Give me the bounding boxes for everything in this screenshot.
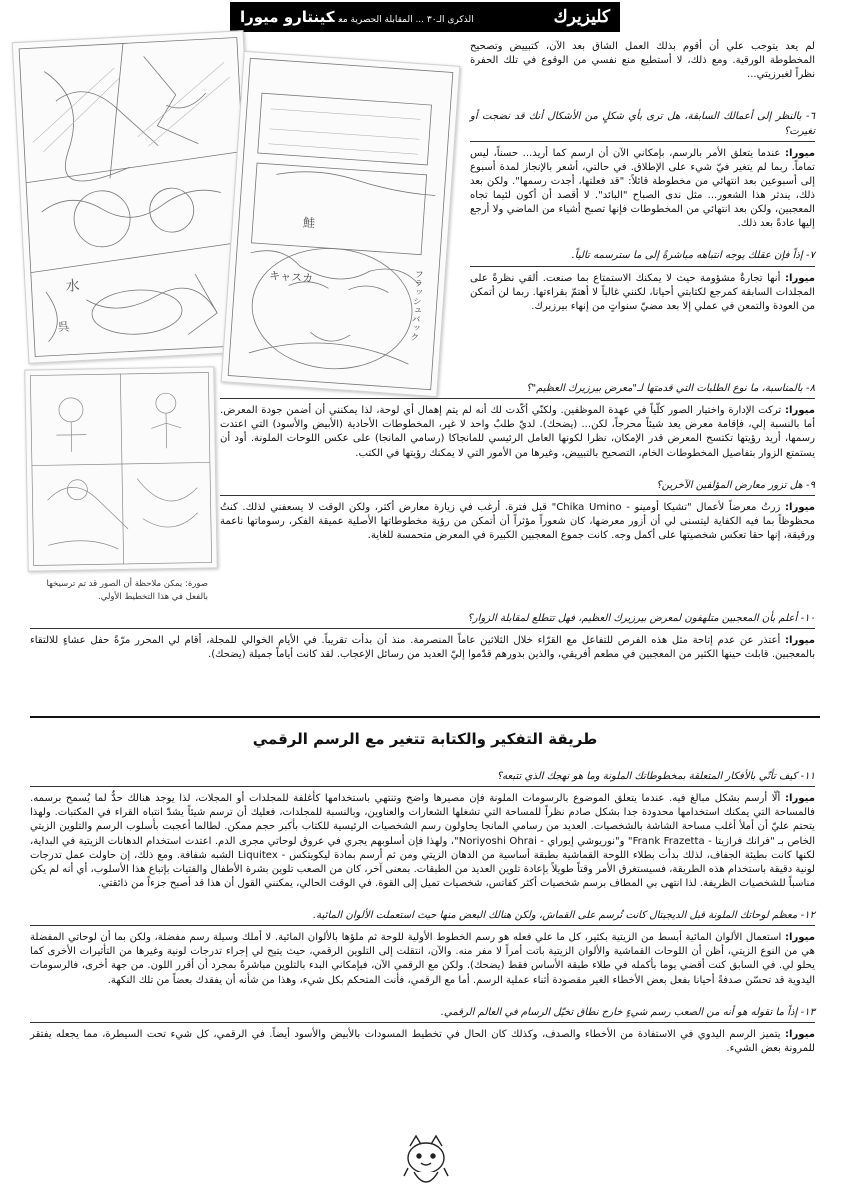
column-wide-top (220, 382, 815, 561)
answer-9: ميورا: زرتُ معرضاً لأعمال "تشيكا أومينو - Chika Umino" قبل فترة. أرغب في زيارة معارض أكثر، ولكن الوقت لا يسعفني لذلك. كنتُ محظوظاً بما فيه الكفاية ليتسنى لي أن أزور معرضها، كان شعوراً مؤثراً أن أتمكن من رؤية مخطوطاتها الأصلية عميقة الفكر، رسوماتها ناعمة ورقيقة، إنها حقا تعكس شخصيتها على أكمل وجه. كانت جموع المعجبين الكبيرة في المعرض متحمسة للغاية. (220, 501, 815, 541)
sketch-note-go: 呉 (57, 319, 71, 335)
sketch-note-mizu: 水 (65, 278, 81, 295)
qa-item-12 (30, 909, 815, 988)
section-title: طريقة التفكير والكتابة تتغير مع الرسم الرقمي (30, 716, 820, 748)
qa-item-8 (220, 382, 815, 461)
sketch-note-taiyo: 鮭 (302, 215, 316, 231)
sketch-note-vertical: フラッシュバック (408, 269, 424, 342)
qa-item-13 (30, 1006, 815, 1056)
qa-item-6 (470, 110, 815, 231)
column-full-bottom (30, 770, 815, 1074)
question-9: ٩- هل تزور معارض المؤلفين الآخرين؟ (220, 479, 815, 496)
qa-item-10 (30, 612, 815, 662)
answer-13: ميورا: يتميز الرسم اليدوي في الاستفادة من الأخطاء والصدف، وكذلك كان الحال في تخطيط المسودات بالأبيض والأسود أيضاً. في الرقمي، كل شيء تحت السيطرة، مما يجعله يفتقر للمرونة بعض الشيء. (30, 1028, 815, 1054)
storyboard-sketch-portrait (221, 51, 461, 397)
answer-10: ميورا: أعتذر عن عدم إتاحة مثل هذه الفرص للتفاعل مع القرّاء خلال الثلاثين عاماً المنصرمة. منذ أن بدأت تقريباً. في الأيام الخوالي للمجلة، أقام لي المحرر مرّةً حفل عشاءٍ للالتقاء بالمعجبين. قابلت حينها الكثير من المعجبين في مطعم أفريقي، والذين بدورهم قدّموا إليّ العديد من رسائل الإعجاب. لقد كانت أياماً جميلة (يضحك). (30, 635, 815, 661)
footer-mascot-icon (400, 1132, 452, 1192)
answer-12: ميورا: استعمال الألوان المائية أبسط من الزيتية بكثير، كل ما علي فعله هو رسم الخطوط الأولية للوحة ثم ملؤها بالألوان المائية. لا أملك وسيلة رسم مفضلة، ولكن بما أن لوحاتي المفضلة هي من النوع الزيتي، أظن أن اللوحات القماشية والألوان الزيتية باتت أمراً لا مفر منه. والآن، انتقلت إلى التلوين الرقمي، حيث يتيح لي إجراء تدرجات لونية وغيرها من التأثيرات الأخرى كما يحلو لي. في السابق كنت أقضي يوما بأكمله في طلاء طبقة الأساس فقط (يضحك). ولكن مع الرقمي الآن، فبإمكاني البدء بالتلوين مباشرةً بمجرد أن أقرر اللون. من جهة أخرى، فالرسومات اليدوية قد تحسّن صدفةً أحيانا بفعل بعض الأخطاء الغير مقصودة أثناء عملية الرسم. أما مع الرقمي، فأنت المتحكم بكل شيء، وهذا من شأنه أن يفقدك بعضاً من تلك النكهة. (30, 932, 815, 986)
question-12: ١٢- معظم لوحاتك الملونة قبل الديجيتال كانت تُرسم على القماش، ولكن هنالك البعض منها حيث استعملت الألوان المائية. (30, 909, 815, 926)
pencil-drawing-action (13, 31, 259, 363)
answer-6: ميورا: عندما يتعلق الأمر بالرسم، بإمكاني الآن أن ارسم كما أريد... حسناً، ليس تماماً. ربما لم يتغير فيّ شيء على الإطلاق. في حالتي، أشعر بالإنجاز لمدة أسبوع إلى أسبوعين بعد انتهائي من مخطوطة قائلاً: "قد فعلتها، أجدت رسمها". ولكن بعد ذلك، يندثر هذا الشعور... مثل ندى الصباح "البائد". لا أقصد أن أكون لئيما تجاه المعجبين، ولكن بعد انتهائي من المخطوطات فإنها تصبح أشياء من الماضي ولا أرجع إليها عادةً بعد ذلك. (470, 147, 816, 230)
question-13: ١٣- إذاً ما تقوله هو أنه من الصعب رسم شيءٍ خارج نطاق تخيّل الرسام في العالم الرقمي. (30, 1006, 815, 1023)
header-tagline: الذكرى الـ٣٠ ... المقابلة الحصرية معكينتارو ميورا (240, 8, 474, 26)
pencil-drawing-figures (25, 367, 216, 570)
intro-paragraph: لم يعد يتوجب علي أن أقوم بذلك العمل الشاق بعد الآن، كتبييض وتصحيح المخطوطة الورقية. ومع ذلك، لا أستطيع منع نفسي من الوقوع في تلك الحفرة نظراً لغبرزيتي... (470, 41, 815, 81)
question-7: ٧- إذاً فإن عقلك يوجه انتباهه مباشرةً إلى ما سترسمه تالياً. (470, 249, 815, 266)
sketch-note-kyasuka: キャスカ (268, 269, 314, 286)
question-10: ١٠- أعلم بأن المعجبين متلهفون لمعرض بيرزيرك العظيم، فهل تتطلع لمقابلة الزوار؟ (30, 612, 815, 629)
qa-item-7 (470, 249, 815, 314)
answer-8: ميورا: تركت الإدارة واختيار الصور كلّياً في عهدة الموظفين. ولكنّي أكّدت لك أنه لم يتم إهمال أي لوحة، لذا يمكنني أن أضمن جودة المعرض. أما بالنسبة إلي، فإقامة معرض يعد شيئاً محرجاً، لكن... (يضحك). لديّ طلبٌ واحد لا غير، المخطوطات الأحادية (الأبيض والأسود) التي اعتدت رسمها، أريد رؤيتها تكتسح المعرض قدر الإمكان، نظرا لكونها العامل الرئيسي للمانجاكا (رسامي المانجا) على عكس اللوحات الملونة. أود أن يستمتع الزوار بتفاصيل المخطوطات الخام، التصحيح بالتبييض، وغيرها من الأمور التي لا يمكنك رؤيتها في الكتب. (220, 405, 815, 459)
page-header (230, 2, 620, 32)
question-11: ١١- كيف تأتّي بالأفكار المتعلقة بمخطوطاتك الملونة وما هو نهجك الذي تتبعه؟ (30, 770, 815, 787)
pencil-drawing-portrait (222, 52, 459, 396)
column-full-q10 (30, 612, 815, 680)
qa-item-11 (30, 770, 815, 891)
header-guest-name: كينتارو ميورا (240, 8, 335, 26)
magazine-logo: كليزيرك (553, 7, 610, 27)
figure-caption: صورة: يمكن ملاحظة أن الصور قد تم ترسيخها بالفعل في هذا التخطيط الأولي. (46, 579, 208, 602)
answer-11: ميورا: ألّا أرسم بشكل مبالغ فيه. عندما يتعلق الموضوع بالرسومات الملونة فإن مصيرها واضح وتنتهي باستخدامها كأغلفة للمجلدات أو المجلات، لذا يوجد هنالك حدٌّ لما يُسمح برسمه. فالمساحة التي يمكنك استخدامها محدودة جدا بشكل صادم نظراً للمساحة التي تشغلها الشعارات والعناوين، وبالنسبة للمجلدات، فعليك أن ترسم شيئاً يشدّ انتباه القراء في المكتبات. ولهذا يتحتم عليّ أن أملأ أغلب مساحة الشاشة بالشخصيات. العديد من رسامي المانجا يحاولون رسم الشخصيات الرئيسية للكتاب بأكبر حجم ممكن. لطالما أعجبت بأسلوب الرسم والتلوين الزيتي الخاص بـ "فرانك فرازيتا - Frank Frazetta" و"نوريوشي إيوراي - Noriyoshi Ohrai"، ولهذا فإن أسلوبهم يجري في عروق لوحاتي مجرى الدم. اعتدت استخدام الدهانات الزيتية في البداية، لكنها كانت بطيئة الجفاف، لذلك بدأت بطلاء اللوحة القماشية بطبقة أساسية من الدهان الزيتي ومن ثم أرسم بمادة ليكويتكس - Liquitex الشبه شفافة. ومع ذلك، إن حاولت عمل تدرجات لونية دقيقة باستخدام هذه الطريقة، فسيستغرق الأمر وقتاً طويلاً بإعادة تلوين العديد من الطبقات. بمعنى آخر، كان من الصعب تلوين بشرة الأطفال والفتيات بإتباع هذا الأسلوب، أي أنه لم يكن مناسباً للشخصيات الظريفة. لذا انتهى بي المطاف برسم شخصيات أكثر كفاتس، شخصيات تميل إلى القوة. في الوقت الحالي، يمكنني القول أن هذا قد أصبح جزءاً من ذائقتي. (30, 793, 816, 889)
question-6: ٦- بالنظر إلى أعمالك السابقة، هل ترى بأي شكلٍ من الأشكال أنك قد نضجت أو تغيرت؟ (470, 110, 815, 141)
answer-7: ميورا: أنها تجارةٌ مشؤومة حيث لا يمكنك الاستمتاع بما صنعت. ألقي نظرةً على المجلدات السابقة كمرجع لكتابتي أحيانا، لكنني غالباً لا أهتمّ بقراءتها. ربما لن أتمكن من العودة والتمعن في عملي إلا بعد مضيّ سنواتٍ من إنهاء بيرزيرك. (470, 272, 815, 312)
storyboard-sketch-action (12, 30, 261, 364)
qa-item-9 (220, 479, 815, 544)
storyboard-sketch-figures (24, 366, 217, 571)
question-8: ٨- بالمناسبة، ما نوع الطلبات التي قدمتها لـ"معرض بيرزيرك العظيم"؟ (220, 382, 815, 399)
column-right (470, 40, 815, 332)
